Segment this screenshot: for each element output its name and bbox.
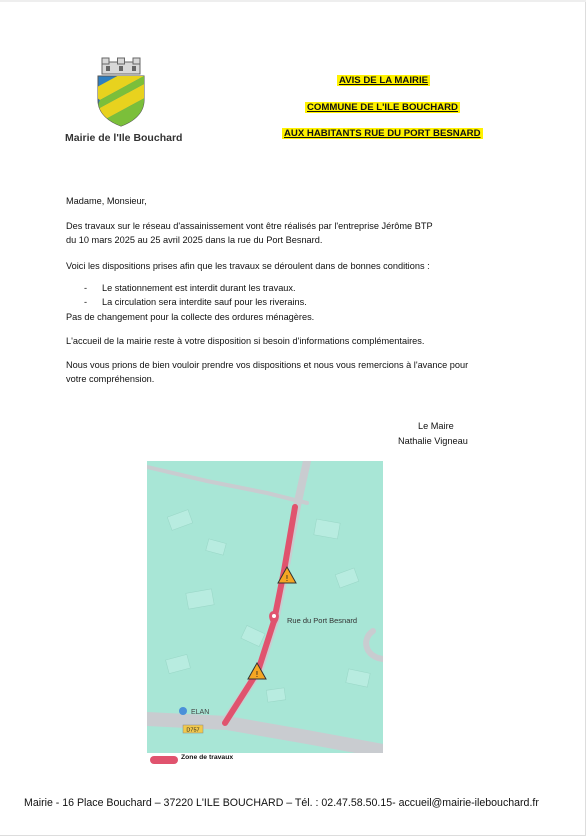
mairie-name: Mairie de l'Ile Bouchard bbox=[65, 132, 183, 144]
commune-title: COMMUNE DE L'ILE BOUCHARD bbox=[307, 102, 458, 113]
paragraph-reception: L'accueil de la mairie reste à votre disposition si besoin d'informations complémentaires. bbox=[66, 336, 425, 346]
legend-swatch bbox=[150, 756, 178, 764]
legend-label: Zone de travaux bbox=[181, 754, 234, 761]
road-shield-label: D757 bbox=[186, 727, 200, 734]
notice-title: AVIS DE LA MAIRIE bbox=[339, 75, 429, 86]
top-border bbox=[0, 0, 586, 2]
bullet-marker: - bbox=[84, 283, 88, 293]
paragraph-dispositions: Voici les dispositions prises afin que les travaux se déroulent dans de bonnes conditions : bbox=[66, 261, 430, 271]
paragraph-closing-line1: Nous vous prions de bien vouloir prendre vos dispositions et nous vous remercions à l'avance pour bbox=[66, 360, 469, 370]
footer-contact: Mairie - 16 Place Bouchard – 37220 L'ILE BOUCHARD – Tél. : 02.47.58.50.15- accueil@mairie-ilebouchard.fr bbox=[24, 797, 539, 809]
paragraph-works-line2: du 10 mars 2025 au 25 avril 2025 dans la rue du Port Besnard. bbox=[66, 235, 323, 245]
poi-icon bbox=[179, 707, 187, 715]
coat-of-arms-icon bbox=[92, 56, 150, 128]
bullet-marker: - bbox=[84, 297, 88, 307]
paragraph-waste-collection: Pas de changement pour la collecte des ordures ménagères. bbox=[66, 312, 315, 322]
greeting: Madame, Monsieur, bbox=[66, 196, 147, 206]
paragraph-works-line1: Des travaux sur le réseau d'assainissement vont être réalisés par l'entreprise Jérôme BTP bbox=[66, 221, 433, 231]
works-map bbox=[147, 461, 383, 753]
svg-text:!: ! bbox=[255, 670, 259, 679]
svg-text:!: ! bbox=[285, 574, 289, 583]
bullet-text: La circulation sera interdite sauf pour les riverains. bbox=[102, 297, 307, 307]
bullet-text: Le stationnement est interdit durant les travaux. bbox=[102, 283, 296, 293]
signature-name: Nathalie Vigneau bbox=[398, 436, 468, 446]
paragraph-closing-line2: votre compréhension. bbox=[66, 374, 155, 384]
poi-label: ELAN bbox=[191, 709, 210, 716]
recipients-title: AUX HABITANTS RUE DU PORT BESNARD bbox=[284, 128, 481, 139]
signature-title: Le Maire bbox=[418, 421, 454, 431]
street-label: Rue du Port Besnard bbox=[287, 616, 358, 625]
